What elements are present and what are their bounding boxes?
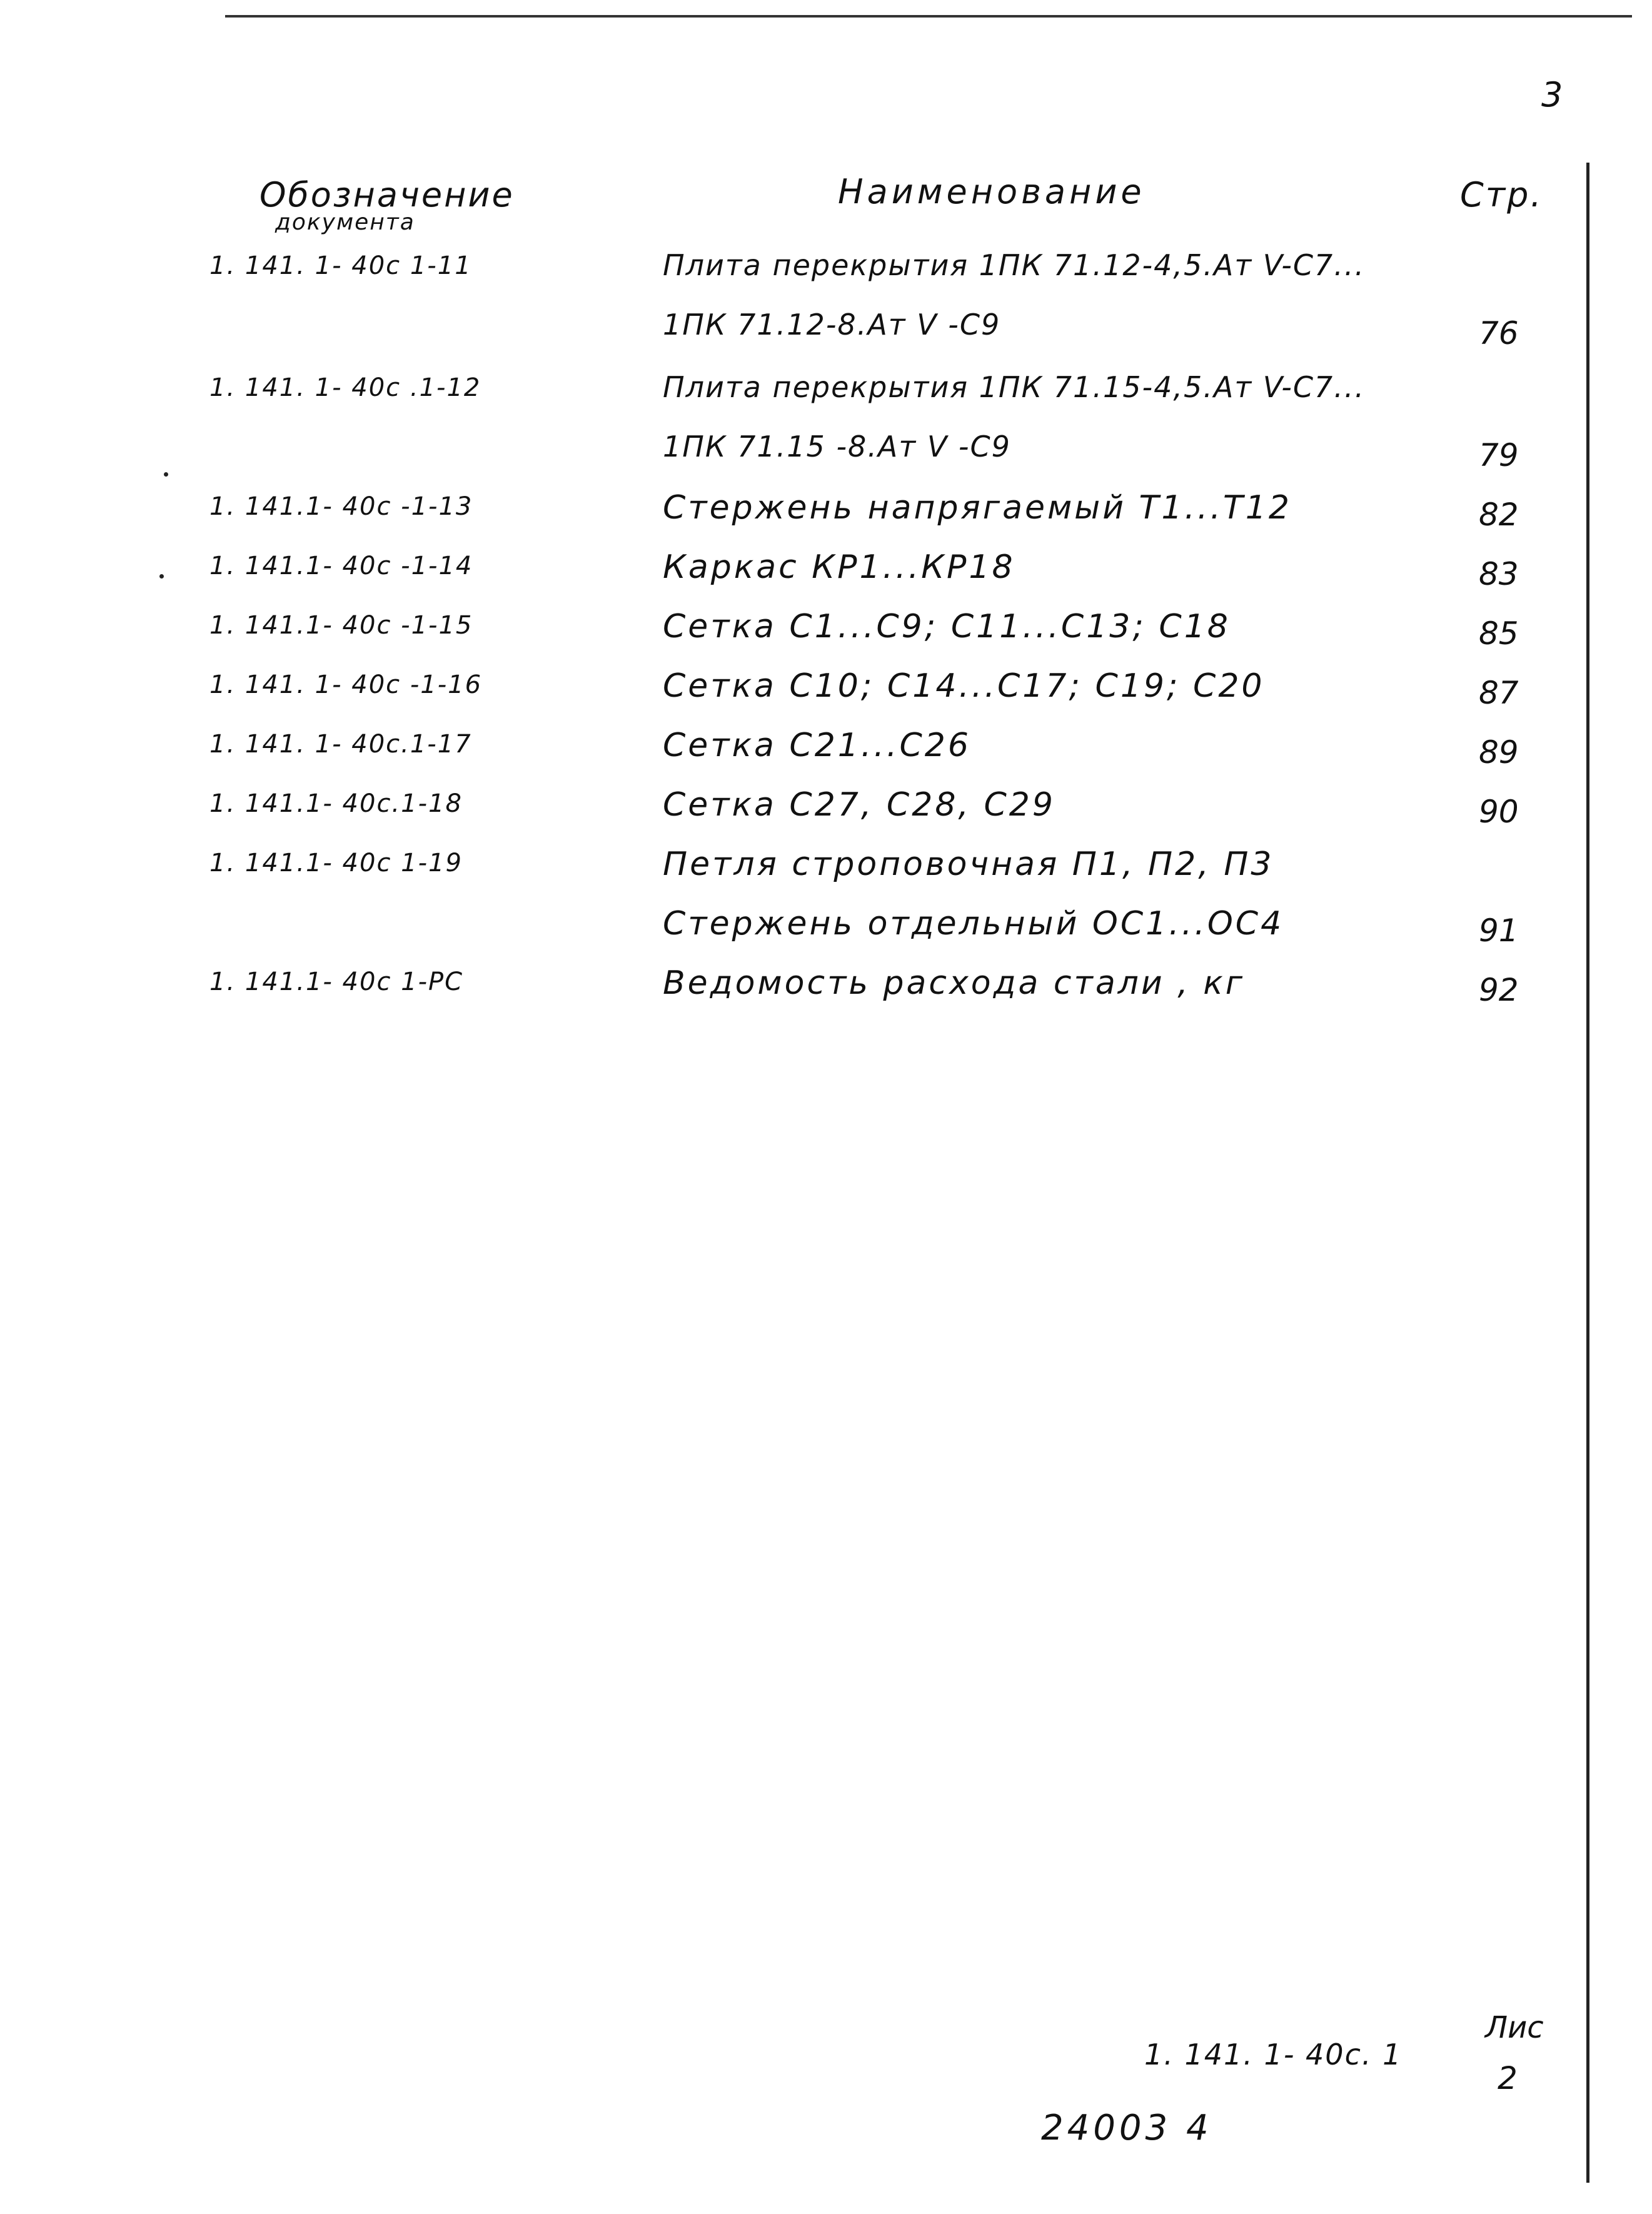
table-row: [0, 608, 1652, 669]
row-code: 1. 141.1- 40с -1-14: [209, 552, 473, 580]
row-code: 1. 141.1- 40с -1-15: [209, 611, 473, 640]
top-border-line: [225, 15, 1632, 18]
footer-archive-number: 24003 4: [1041, 2108, 1212, 2148]
row-page: 79: [1479, 437, 1519, 473]
row-name: Сетка С27, С28, С29: [663, 786, 1055, 824]
row-name: Стержень напрягаемый Т1...Т12: [663, 489, 1292, 527]
table-row: [0, 846, 1652, 907]
row-code: 1. 141. 1- 40с -1-16: [209, 670, 483, 699]
row-code: 1. 141.1- 40с 1-19: [209, 849, 463, 877]
row-name: Сетка С10; С14...С17; С19; С20: [663, 667, 1265, 705]
row-name: Петля строповочная П1, П2, П3: [663, 846, 1274, 883]
header-designation-sub: документа: [275, 210, 415, 235]
row-page: 91: [1479, 912, 1519, 949]
header-designation: Обозначение: [259, 175, 515, 215]
row-code: 1. 141.1- 40с.1-18: [209, 789, 463, 818]
scan-speck: [164, 472, 168, 477]
row-code: 1. 141. 1- 40с .1-12: [209, 373, 481, 402]
table-row: [0, 905, 1652, 966]
row-page: 83: [1479, 556, 1519, 592]
row-name: Плита перекрытия 1ПК 71.12-4,5.Ат V-С7...: [663, 248, 1366, 282]
row-name: Ведомость расхода стали , кг: [663, 964, 1246, 1002]
sheet-number: 3: [1541, 75, 1563, 114]
row-code: 1. 141.1- 40с -1-13: [209, 492, 473, 521]
table-row: [0, 727, 1652, 788]
table-row: [0, 430, 1652, 491]
row-page: 82: [1479, 497, 1519, 533]
row-name: Стержень отдельный ОС1...ОС4: [663, 905, 1284, 943]
footer-sheet-label: Лис: [1485, 2010, 1544, 2045]
row-name: Сетка С1...С9; С11...С13; С18: [663, 608, 1231, 645]
table-row: [0, 308, 1652, 369]
scan-speck: [159, 574, 164, 579]
row-name: 1ПК 71.15 -8.Ат V -С9: [663, 430, 1011, 463]
table-row: [0, 667, 1652, 729]
row-page: 85: [1479, 615, 1519, 652]
header-name: Наименование: [838, 172, 1146, 211]
row-page: 90: [1479, 794, 1519, 830]
row-name: Каркас КР1...КР18: [663, 548, 1015, 586]
row-code: 1. 141. 1- 40с.1-17: [209, 730, 472, 759]
row-page: 92: [1479, 972, 1519, 1008]
row-name: Сетка С21...С26: [663, 727, 971, 764]
table-row: [0, 370, 1652, 432]
row-page: 89: [1479, 734, 1519, 771]
row-code: 1. 141.1- 40с 1-РС: [209, 968, 464, 996]
row-name: Плита перекрытия 1ПК 71.15-4,5.Ат V-С7...: [663, 370, 1366, 404]
table-row: [0, 964, 1652, 1026]
row-page: 76: [1479, 315, 1519, 351]
header-page: Стр.: [1460, 175, 1543, 215]
table-row: [0, 248, 1652, 310]
row-code: 1. 141. 1- 40с 1-11: [209, 251, 472, 280]
table-row: [0, 548, 1652, 610]
row-name: 1ПК 71.12-8.Ат V -С9: [663, 308, 1001, 341]
footer-sheet-value: 2: [1498, 2060, 1518, 2096]
table-row: [0, 786, 1652, 847]
footer-document-code: 1. 141. 1- 40с. 1: [1144, 2038, 1403, 2071]
row-page: 87: [1479, 675, 1519, 711]
table-row: [0, 489, 1652, 550]
